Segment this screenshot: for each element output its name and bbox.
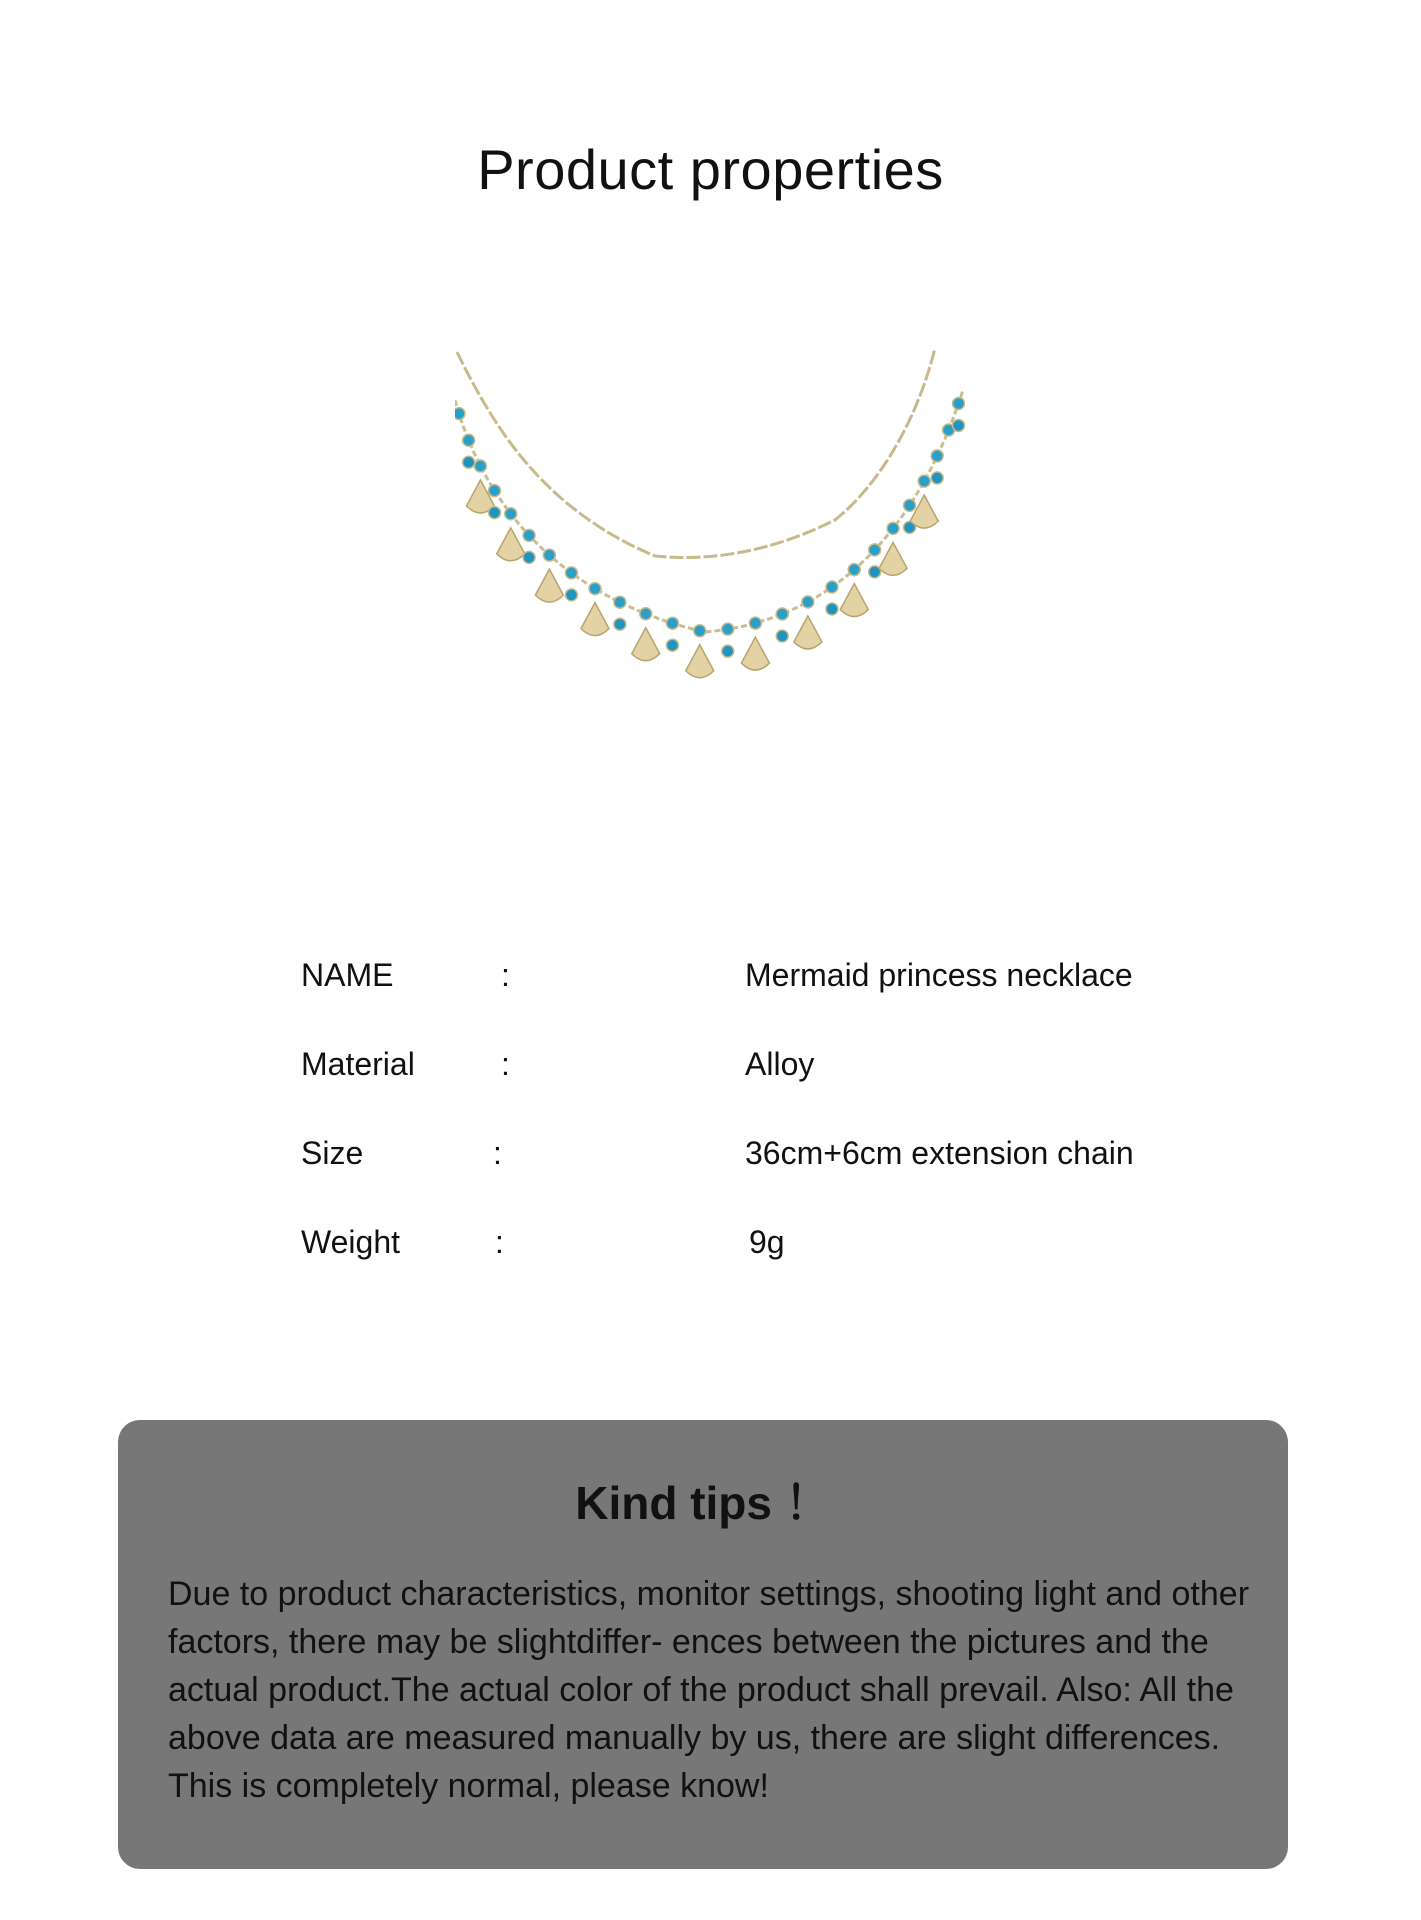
necklace-image [455, 340, 965, 720]
property-label: NAME [301, 957, 394, 993]
shell-charm [794, 616, 822, 649]
kind-tips-title: Kind tips ！ [575, 1477, 831, 1529]
properties-table [301, 955, 1201, 1311]
property-colon: : [501, 1046, 510, 1082]
gem-drop [722, 645, 734, 657]
gem-drop [488, 507, 500, 519]
property-colon: : [501, 957, 510, 993]
gem-drop [614, 618, 626, 630]
blue-gem [543, 549, 555, 561]
property-colon: : [493, 1135, 502, 1171]
gem-drop [776, 630, 788, 642]
property-label: Weight [301, 1224, 401, 1260]
blue-gem [474, 460, 486, 472]
shell-charm [581, 603, 609, 636]
property-row-name [301, 955, 1201, 1044]
blue-gem [887, 522, 899, 534]
blue-gem [694, 625, 706, 637]
shell-charm [535, 569, 563, 602]
property-value: Alloy [745, 1046, 815, 1082]
property-label: Size [301, 1135, 364, 1171]
gem-drop [463, 456, 475, 468]
blue-gem [666, 617, 678, 629]
gem-drop [826, 603, 838, 615]
blue-gem [614, 596, 626, 608]
shell-charm [632, 628, 660, 661]
blue-gem [826, 581, 838, 593]
blue-gem [505, 508, 517, 520]
property-row-material [301, 1044, 1201, 1133]
blue-gem [953, 397, 965, 409]
kind-tips-text: Due to product characteristics, monitor settings, shooting light and other factors, there may be slightdiffer- ences between the pictures and the actual product.The actual color of the product shall prevail. Also: All the above data are measured manually by us, there are slight differences. This is completely normal, please know! [168, 1575, 1250, 1805]
blue-gem [918, 475, 930, 487]
property-row-weight [301, 1222, 1201, 1311]
blue-gem [802, 596, 814, 608]
gem-drop [666, 639, 678, 651]
blue-gem [455, 408, 465, 420]
blue-gem [488, 485, 500, 497]
blue-gem [722, 623, 734, 635]
blue-gem [463, 434, 475, 446]
kind-tips-panel [118, 1420, 1288, 1869]
property-label: Material [301, 1046, 415, 1082]
gem-drop [523, 551, 535, 563]
shell-charm [497, 528, 525, 561]
property-row-size [301, 1133, 1201, 1222]
shell-charm [686, 645, 714, 678]
blue-gem [565, 567, 577, 579]
gem-drop [565, 589, 577, 601]
lower-chain [455, 390, 963, 632]
blue-gem [523, 529, 535, 541]
blue-gem [589, 583, 601, 595]
upper-chain [457, 348, 935, 558]
shell-charm [840, 584, 868, 617]
property-value: 9g [749, 1224, 785, 1260]
blue-gem [848, 564, 860, 576]
blue-gem [640, 608, 652, 620]
property-colon: : [495, 1224, 504, 1260]
gem-drop [931, 472, 943, 484]
shell-charm [879, 542, 907, 575]
blue-gem [904, 499, 916, 511]
gem-drop [953, 419, 965, 431]
blue-gem [931, 450, 943, 462]
blue-gem [869, 544, 881, 556]
blue-gem [776, 608, 788, 620]
blue-gem [749, 617, 761, 629]
property-value: Mermaid princess necklace [745, 957, 1133, 993]
page-title: Product properties [477, 138, 944, 201]
property-value: 36cm+6cm extension chain [745, 1135, 1134, 1171]
shell-charm [741, 637, 769, 670]
